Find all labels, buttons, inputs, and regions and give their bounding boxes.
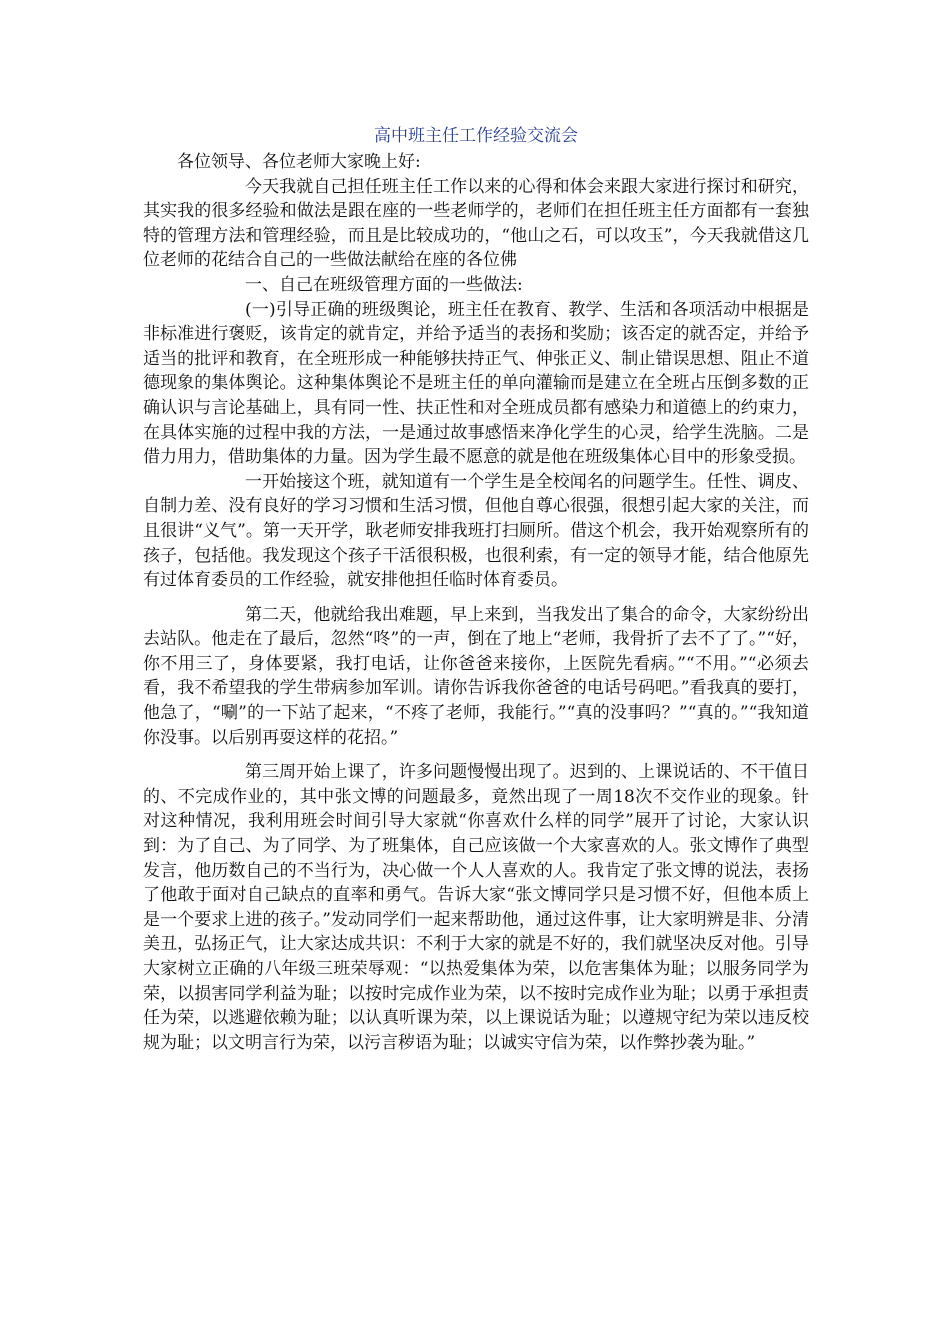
document-page bbox=[143, 122, 809, 1055]
intro-paragraph: 今天我就自己担任班主任工作以来的心得和体会来跟大家进行探讨和研究，其实我的很多经验和做法是跟在座的一些老师学的，老师们在担任班主任方面都有一套独特的管理方法和管理经验，而且是比较成功的，“他山之石，可以攻玉”，今天我就借这几位老师的花结合自己的一些做法献给在座的各位佛 bbox=[143, 176, 809, 271]
story-one-paragraph: 一开始接这个班，就知道有一个学生是全校闻名的问题学生。任性、调皮、自制力差、没有良好的学习习惯和生活习惯，但他自尊心很强，很想引起大家的关注，而且很讲“义气”。第一天开学，耿老师安排我班打扫厕所。借这个机会，我开始观察所有的孩子，包括他。我发现这个孩子干活很积极，也很利索，有一定的领导才能，结合他原先有过体育委员的工作经验，就安排他担任临时体育委员。 bbox=[143, 471, 809, 591]
point-one-paragraph: (一)引导正确的班级舆论，班主任在教育、教学、生活和各项活动中根据是非标准进行褒贬，该肯定的就肯定，并给予适当的表扬和奖励；该否定的就否定，并给予适当的批评和教育，在全班形成一种能够扶持正气、伸张正义、制止错误思想、阻止不道德现象的集体舆论。这种集体舆论不是班主任的单向灌输而是建立在全班占压倒多数的正确认识与言论基础上，具有同一性、扶正性和对全班成员都有感染力和道德上的约束力，在具体实施的过程中我的方法，一是通过故事感悟来净化学生的心灵，给学生洗脑。二是借力用力，借助集体的力量。因为学生最不愿意的就是他在班级集体心目中的形象受损。 bbox=[143, 299, 809, 468]
document-title: 高中班主任工作经验交流会 bbox=[374, 126, 578, 146]
story-two-paragraph: 第二天，他就给我出难题，早上来到，当我发出了集合的命令，大家纷纷出去站队。他走在了最后，忽然“咚”的一声，倒在了地上“老师，我骨折了去不了了。”“好，你不用三了，身体要紧，我打电话，让你爸爸来接你，上医院先看病。”“不用。”“必须去看，我不希望我的学生带病参加军训。请你告诉我你爸爸的电话号码吧。”看我真的要打，他急了，“唰”的一下站了起来，“不疼了老师，我能行。”“真的没事吗？”“真的。”“我知道你没事。以后别再耍这样的花招。” bbox=[143, 604, 809, 748]
greeting: 各位领导、各位老师大家晚上好: bbox=[177, 152, 421, 172]
story-three-paragraph: 第三周开始上课了，许多问题慢慢出现了。迟到的、上课说话的、不干值日的、不完成作业的，其中张文博的问题最多，竟然出现了一周18次不交作业的现象。针对这种情况，我利用班会时间引导大家就“你喜欢什么样的同学”展开了讨论，大家认识到：为了自己、为了同学、为了班集体，自己应该做一个大家喜欢的人。张文博作了典型发言，他历数自己的不当行为，决心做一个人人喜欢的人。我肯定了张文博的说法，表扬了他敢于面对自己缺点的直率和勇气。告诉大家“张文博同学只是习惯不好，但他本质上是一个要求上进的孩子。”发动同学们一起来帮助他，通过这件事，让大家明辨是非、分清美丑，弘扬正气，让大家达成共识：不利于大家的就是不好的，我们就坚决反对他。引导大家树立正确的八年级三班荣辱观：“以热爱集体为荣，以危害集体为耻；以服务同学为荣，以损害同学利益为耻；以按时完成作业为荣，以不按时完成作业为耻；以勇于承担责任为荣，以逃避依赖为耻；以认真听课为荣，以上课说话为耻；以遵规守纪为荣以违反校规为耻；以文明言行为荣，以污言秽语为耻；以诚实守信为荣，以作弊抄袭为耻。” bbox=[143, 762, 809, 1053]
section-heading: 一、自己在班级管理方面的一些做法: bbox=[245, 274, 523, 295]
